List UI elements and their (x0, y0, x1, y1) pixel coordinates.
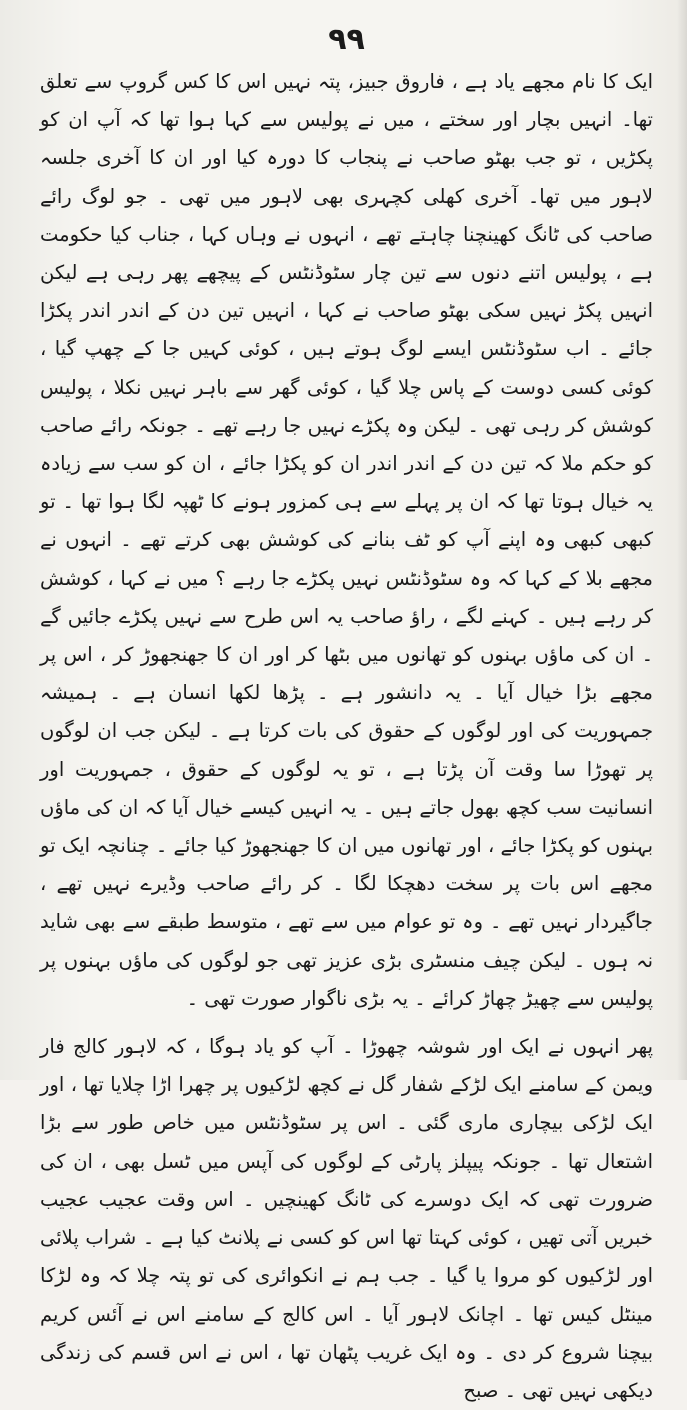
page-edge-shadow (677, 0, 687, 1080)
page-number: ۹۹ (328, 22, 365, 57)
paragraph-2: پھر انہوں نے ایک اور شوشہ چھوڑا ۔ آپ کو یاد ہوگا ، کہ لاہور کالج فار ویمن کے سامنے ایک لڑکے شفار گل نے کچھ لڑکیوں پر چھرا اڑا چلایا تھا ، اور ایک لڑکی بیچاری ماری گئی ۔ اس پر سٹوڈنٹس میں خاص طور سے بڑا اشتعال تھا ۔ جونکہ پیپلز پارٹی کے لوگوں کی آپس میں ٹسل بھی ، ان کی ضرورت تھی کہ ایک دوسرے کی ٹانگ کھینچیں ۔ اس وقت عجیب عجیب خبریں آتی تھیں ، کوئی کہتا تھا اس کو کسی نے پلانٹ کیا ہے ۔ شراب پلائی اور لڑکیوں کو مروا یا گیا ۔ جب ہم نے انکوائری کی تو پتہ چلا کہ وہ لڑکا مینٹل کیس تھا ۔ اچانک لاہور آیا ۔ اس کالج کے سامنے اس نے آئس کریم بیچنا شروع کر دی ۔ وہ ایک غریب پٹھان تھا ، اس نے اس قسم کی زندگی دیکھی نہیں تھی ۔ صبح (40, 1035, 653, 1402)
paragraph-1: ایک کا نام مجھے یاد ہے ، فاروق جبیز، پتہ نہیں اس کا کس گروپ سے تعلق تھا۔ انہیں بچار اور سختے ، میں نے پولیس سے کہا ہوا تھا کہ آپ ان کو پکڑیں ، تو جب بھٹو صاحب نے پنجاب کا دورہ کیا اور ان کا آخری جلسہ لاہور میں تھا۔ آخری کھلی کچہری بھی لاہور میں تھی ۔ جو لوگ رائے صاحب کی ٹانگ کھینچنا چاہتے تھے ، انہوں نے وہاں کہا ، جناب کیا حکومت ہے ، پولیس اتنے دنوں سے تین چار سٹوڈنٹس کے پیچھے پھر رہی ہے لیکن انہیں پکڑ نہیں سکی بھٹو صاحب نے کہا ، انہیں تین دن کے اندر اندر پکڑا جائے ۔ اب سٹوڈنٹس ایسے لوگ ہوتے ہیں ، کوئی کہیں جا کے چھپ گیا ، کوئی کسی دوست کے پاس چلا گیا ، کوئی گھر سے باہر نہیں نکلا ، پولیس کوشش کر رہی تھی ۔ لیکن وہ پکڑے نہیں جا رہے تھے ۔ جونکہ رائے صاحب کو حکم ملا کہ تین دن کے اندر اندر ان کو پکڑا جائے ، ان کو سب سے زیادہ یہ خیال ہوتا تھا کہ ان پر پہلے سے ہی کمزور ہونے کا ٹھپہ لگا ہوا تھا ۔ تو کبھی کبھی وہ اپنے آپ کو ٹف بنانے کی کوشش بھی کرتے تھے ۔ انہوں نے مجھے بلا کے کہا کہ وہ سٹوڈنٹس نہیں پکڑے جا رہے ؟ میں نے کہا ، کوشش کر رہے ہیں ۔ کہنے لگے ، راؤ صاحب یہ اس طرح سے نہیں پکڑے جائیں گے ۔ ان کی ماؤں بہنوں کو تھانوں میں بٹھا کر اور ان کا جھنجھوڑ کر ، اس پر مجھے بڑا خیال آیا ۔ یہ دانشور ہے ۔ پڑھا لکھا انسان ہے ۔ ہمیشہ جمہوریت کی اور لوگوں کے حقوق کی بات کرتا ہے ۔ لیکن جب ان لوگوں پر تھوڑا سا وقت آن پڑتا ہے ، تو یہ لوگوں کے حقوق ، جمہوریت اور انسانیت سب کچھ بھول جاتے ہیں ۔ یہ انہیں کیسے خیال آیا کہ ان کی ماؤں بہنوں کو پکڑا جائے ، اور تھانوں میں ان کا جھنجھوڑ کیا جائے ۔ چنانچہ ایک تو مجھے اس بات پر سخت دھچکا لگا ۔ کر رائے صاحب وڈیرے نہیں تھے ، جاگیردار نہیں تھے ۔ وہ تو عوام میں سے تھے ، متوسط طبقے سے بھی شاید نہ ہوں ۔ لیکن چیف منسٹری بڑی عزیز تھی جو لوگوں کی ماؤں بہنوں پر پولیس سے چھیڑ چھاڑ کرائے ۔ یہ بڑی ناگوار صورت تھی ۔ (40, 70, 653, 1010)
body-text (40, 63, 653, 1410)
